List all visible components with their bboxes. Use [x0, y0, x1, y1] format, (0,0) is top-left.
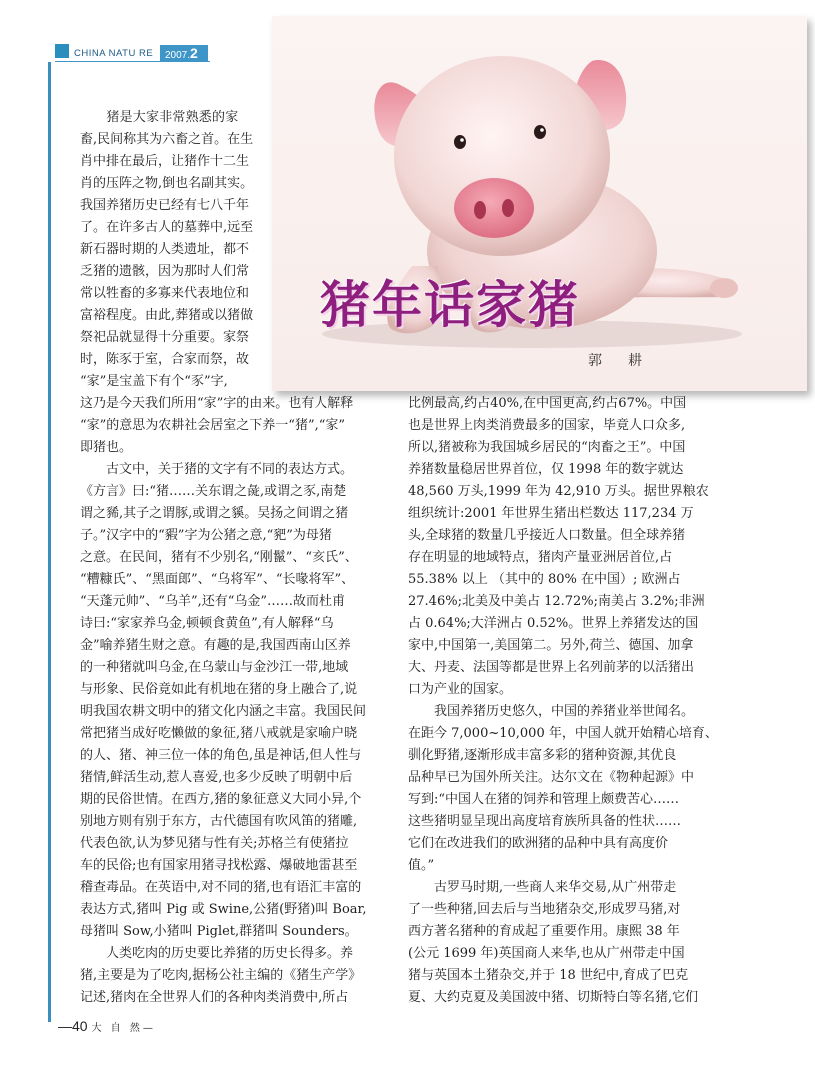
text-line: 富裕程度。由此,葬猪或以猪做 — [80, 308, 254, 323]
text-line: 猪情,鲜活生动,惹人喜爱,也多少反映了明朝中后 — [80, 770, 353, 785]
text-line: 别地方则有别于东方，古代德国有吹风笛的猪雕, — [80, 814, 358, 829]
text-line: 谓之豨,其子之谓豚,或谓之貕。吴扬之间谓之猪 — [80, 506, 349, 521]
article-title: 猪年话家猪 — [320, 276, 580, 334]
text-line: 了一些种猪,回去后与当地猪杂交,形成罗马猪,对 — [408, 902, 681, 917]
text-line: “天蓬元帅”、“乌羊”,还有“乌金”……故而杜甫 — [80, 594, 346, 609]
text-line: 组织统计:2001 年世界生猪出栏数达 117,234 万 — [408, 506, 694, 521]
text-line: 时，陈豕于室，合家而祭，故 — [80, 352, 250, 367]
text-line: 母猪叫 Sow,小猪叫 Piglet,群猪叫 Sounders。 — [80, 924, 358, 939]
margin-rule — [48, 62, 51, 1022]
text-line: 祭祀品就显得十分重要。家祭 — [80, 330, 250, 345]
article-author: 郭 耕 — [588, 353, 648, 369]
text-line: 猪与英国本土猪杂交,并于 18 世纪中,育成了巴克 — [408, 968, 689, 983]
text-line: 常把猪当成好吃懒做的象征,猪八戒就是家喻户晓 — [80, 726, 358, 741]
text-line: 我国养猪历史悠久，中国的养猪业举世闻名。 — [408, 704, 695, 719]
text-line: 车的民俗;也有国家用猪寻找松露、爆破地雷甚至 — [80, 858, 358, 873]
text-line: 畜,民间称其为六畜之首。在生 — [80, 132, 254, 147]
text-line: “家”的意思为农耕社会居室之下养一“猪”,“家” — [80, 418, 346, 433]
text-line: 猪是大家非常熟悉的家 — [80, 110, 239, 125]
text-line: 肖中排在最后，让猪作十二生 — [80, 154, 250, 169]
text-line: 表达方式,猪叫 Pig 或 Swine,公猪(野猪)叫 Boar, — [80, 902, 367, 917]
text-line: 稽查毒品。在英语中,对不同的猪,也有语汇丰富的 — [80, 880, 362, 895]
text-line: 即猪也。 — [80, 440, 133, 455]
text-line: 养猪数量稳居世界首位，仅 1998 年的数字就达 — [408, 462, 684, 477]
text-line: 驯化野猪,逐渐形成丰富多彩的猪种资源,其优良 — [408, 748, 677, 763]
text-line: 人类吃肉的历史要比养猪的历史长得多。养 — [80, 946, 354, 961]
text-line: 与形象、民俗竟如此有机地在猪的身上融合了,说 — [80, 682, 358, 697]
text-line: 27.46%;北美及中美占 12.72%;南美占 3.2%;非洲 — [408, 594, 705, 609]
issue-year: 2007. — [165, 50, 191, 61]
text-line: 代表色欲,认为梦见猪与性有关;苏格兰有使猪拉 — [80, 836, 349, 851]
text-line: 古文中，关于猪的文字有不同的表达方式。 — [80, 462, 354, 477]
text-line: 之意。在民间，猪有不少别名,“刚鬣”、“亥氏”、 — [80, 550, 358, 565]
text-line: 期的民俗世情。在西方,猪的象征意义大同小异,个 — [80, 792, 362, 807]
text-line: 在距今 7,000~10,000 年，中国人就开始精心培育、 — [408, 726, 718, 741]
page-number: —40 — [58, 1018, 88, 1034]
issue-badge — [160, 45, 208, 61]
text-line: 48,560 万头,1999 年为 42,910 万头。据世界粮农 — [408, 484, 709, 499]
text-line: 金”喻养猪生财之意。有趣的是,我国西南山区养 — [80, 638, 351, 653]
text-line: 西方著名猪种的育成起了重要作用。康熙 38 年 — [408, 924, 680, 939]
text-line: 占 0.64%;大洋洲占 0.52%。世界上养猪发达的国 — [408, 616, 699, 631]
text-line: 口为产业的国家。 — [408, 682, 513, 697]
text-line: 值。” — [408, 858, 435, 873]
text-line: “家”是宝盖下有个“豕”字, — [80, 374, 228, 389]
text-line: 新石器时期的人类遗址，都不 — [80, 242, 250, 257]
text-line: 乏猪的遗骸，因为那时人们常 — [80, 264, 250, 279]
footer-magazine: 大 自 然— — [91, 1023, 156, 1034]
text-line: 所以,猪被称为我国城乡居民的“肉畜之王”。中国 — [408, 440, 686, 455]
magazine-name: CHINA NATU RE — [74, 48, 154, 59]
header-rule — [55, 61, 210, 62]
text-line: 它们在改进我们的欧洲猪的品种中具有高度价 — [408, 836, 669, 851]
header-accent-square — [55, 44, 69, 58]
text-line: 《方言》曰:“猪……关东谓之彘,或谓之豕,南楚 — [80, 484, 347, 499]
text-line: 存在明显的地域特点，猪肉产量亚洲居首位,占 — [408, 550, 673, 565]
text-line: 记述,猪肉在全世界人们的各种肉类消费中,所占 — [80, 990, 349, 1005]
text-line: 古罗马时期,一些商人来华交易,从广州带走 — [408, 880, 677, 895]
text-line: 肖的压阵之物,倒也名副其实。 — [80, 176, 254, 191]
text-line: 家中,中国第一,美国第二。另外,荷兰、德国、加拿 — [408, 638, 694, 653]
text-line: 这些猪明显呈现出高度培育族所具备的性状…… — [408, 814, 682, 829]
text-line: 诗曰:“家家养乌金,顿顿食黄鱼”,有人解释“乌 — [80, 616, 334, 631]
text-line: 了。在许多古人的墓葬中,远至 — [80, 220, 254, 235]
text-line: 我国养猪历史已经有七八千年 — [80, 198, 250, 213]
text-line: 猪,主要是为了吃肉,据杨公社主编的《猪生产学》 — [80, 968, 362, 983]
text-line: 常以牲畜的多寡来代表地位和 — [80, 286, 250, 301]
text-line: 比例最高,约占40%,在中国更高,约占67%。中国 — [408, 396, 687, 411]
text-line: 这乃是今天我们所用“家”字的由来。也有人解释 — [80, 396, 354, 411]
text-line: 的人、猪、神三位一体的角色,虽是神话,但人性与 — [80, 748, 362, 763]
text-line: 也是世界上肉类消费最多的国家，毕竟人口众多, — [408, 418, 686, 433]
text-line: “糟糠氏”、“黑面郎”、“乌将军”、“长喙将军”、 — [80, 572, 355, 587]
text-line: 品种早已为国外所关注。达尔文在《物种起源》中 — [408, 770, 695, 785]
text-line: 55.38% 以上 （其中的 80% 在中国）; 欧洲占 — [408, 572, 681, 587]
text-line: 写到:“中国人在猪的饲养和管理上颇费苦心…… — [408, 792, 680, 807]
text-line: 的一种猪就叫乌金,在乌蒙山与金沙江一带,地域 — [80, 660, 349, 675]
text-line: (公元 1699 年)英国商人来华,也从广州带走中国 — [408, 946, 685, 961]
issue-number: 2 — [190, 45, 198, 61]
text-line: 大、丹麦、法国等都是世界上名列前茅的以活猪出 — [408, 660, 695, 675]
text-line: 夏、大约克夏及美国波中猪、切斯特白等名猪,它们 — [408, 990, 699, 1005]
page-footer — [58, 1018, 156, 1034]
text-line: 子。”汉字中的“豭”字为公猪之意,“豝”为母猪 — [80, 528, 332, 543]
text-line: 头,全球猪的数量几乎接近人口数量。但全球养猪 — [408, 528, 686, 543]
text-line: 明我国农耕文明中的猪文化内涵之丰富。我国民间 — [80, 704, 367, 719]
